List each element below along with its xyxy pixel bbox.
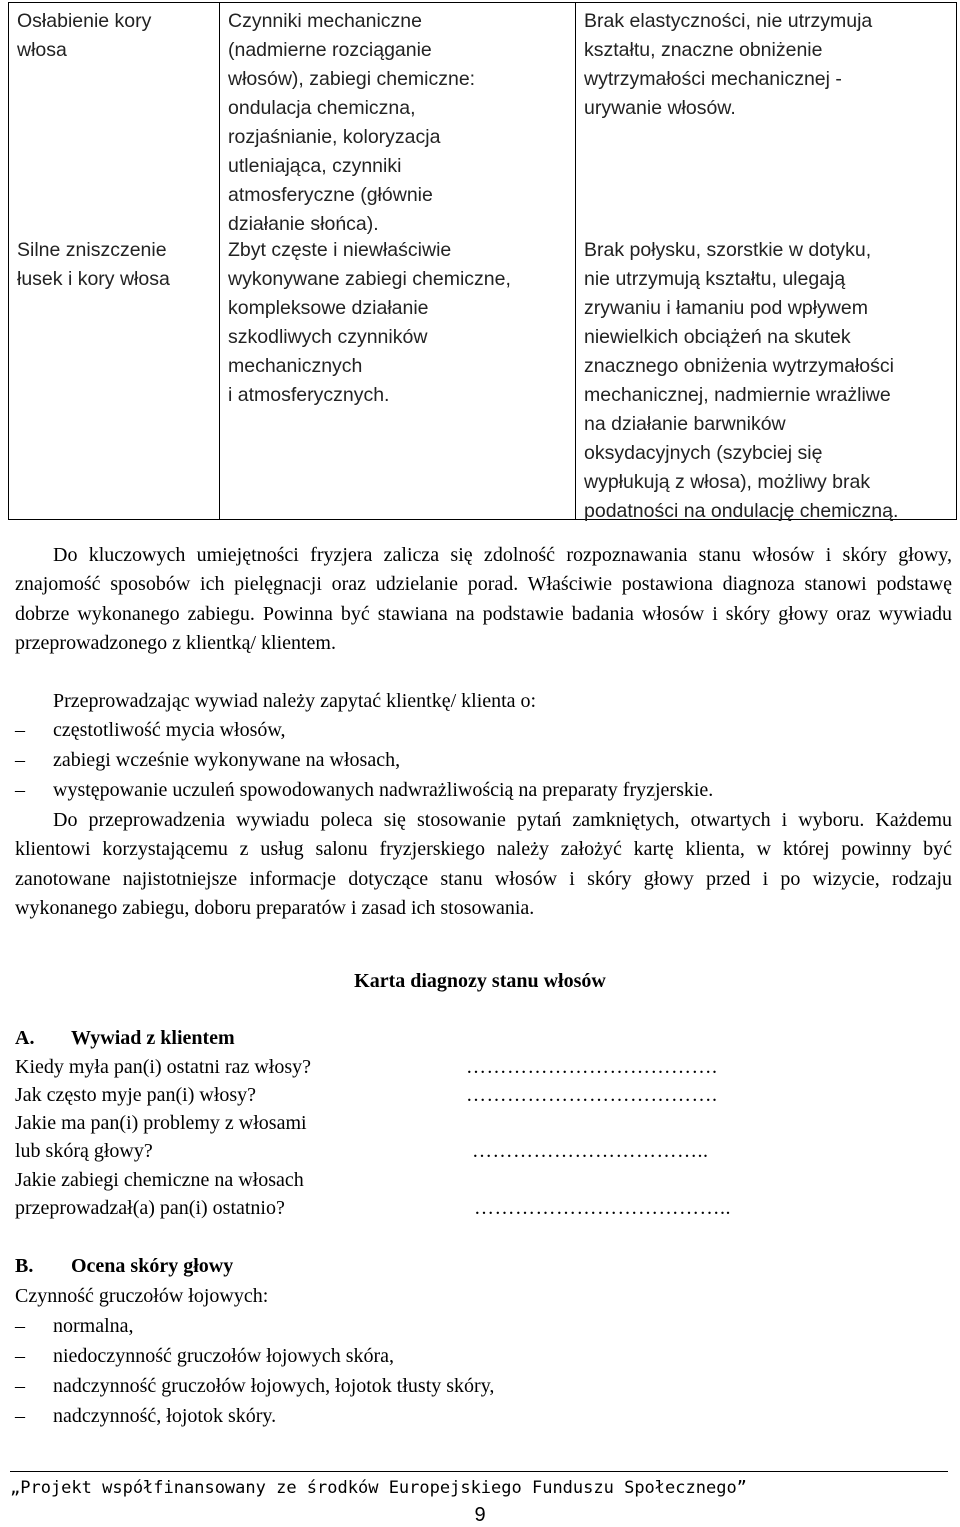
card-title: Karta diagnozy stanu włosów — [354, 970, 606, 992]
question-problems-line1: Jakie ma pan(i) problemy z włosami — [15, 1112, 307, 1134]
question-wash-frequency: Jak często myje pan(i) włosy? — [15, 1084, 257, 1106]
answer-blank[interactable]: ……………………………….. — [474, 1197, 731, 1219]
table-col-effect — [576, 3, 957, 520]
question-problems-line2: lub skórą głowy? — [15, 1140, 153, 1162]
question-treatments-line2: przeprowadzał(a) pan(i) ostatnio? — [15, 1197, 285, 1219]
answer-blank[interactable]: ………………………………. — [466, 1056, 718, 1078]
cause-1: Czynniki mechaniczne (nadmierne rozciąganie włosów), zabiegi chemiczne: ondulacja chemiczna, rozjaśnianie, koloryzacja utleniająca, czynniki atmosferyczne (głównie działanie słońca). — [228, 10, 476, 235]
answer-blank[interactable]: ………………………………. — [466, 1084, 718, 1106]
list-item: – zabiegi wcześnie wykonywane na włosach, — [15, 749, 401, 771]
list-item: – nadczynność, łojotok skóry. — [15, 1405, 277, 1427]
hair-damage-table — [8, 2, 957, 520]
page-number: 9 — [474, 1504, 486, 1526]
section-a-heading: A. Wywiad z klientem — [15, 1027, 235, 1049]
condition-1: Osłabienie kory włosa — [17, 10, 152, 61]
paragraph-skills: Do kluczowych umiejętności fryzjera zalicza się zdolność rozpoznawania stanu włosów i skóry głowy, znajomość sposobów ich pielęgnacji oraz udzielanie porad. Właściwie postawiona diagnoza stanowi podstawę dobrze wykonanego zabiegu. Powinna być stawiana na podstawie badania włosów i skóry głowy oraz wywiadu przeprowadzonego z klientką/ klientem. — [15, 544, 952, 654]
cause-2: Zbyt częste i niewłaściwie wykonywane zabiegi chemiczne, kompleksowe działanie szkodliwych czynników mechanicznych i atmosferycznych. — [228, 239, 511, 406]
list-item: – częstotliwość mycia włosów, — [15, 719, 286, 741]
list-item: – występowanie uczuleń spowodowanych nadwrażliwością na preparaty fryzjerskie. — [15, 779, 714, 801]
question-treatments-line1: Jakie zabiegi chemiczne na włosach — [15, 1169, 304, 1191]
footer-divider — [10, 1471, 948, 1472]
sebaceous-intro: Czynność gruczołów łojowych: — [15, 1285, 269, 1307]
list-item: – normalna, — [15, 1315, 134, 1337]
list-item: – nadczynność gruczołów łojowych, łojotok tłusty skóry, — [15, 1375, 495, 1397]
list-item: – niedoczynność gruczołów łojowych skóra, — [15, 1345, 395, 1367]
effect-2: Brak połysku, szorstkie w dotyku, nie utrzymują kształtu, ulegają zrywaniu i łamaniu pod wpływem niewielkich obciążeń na skutek znacznego obniżenia wytrzymałości mechanicznej, nadmiernie wrażliwe na działanie barwników oksydacyjnych (szybciej się wypłukują z włosa), możliwy brak podatności na ondulację chemiczną. — [584, 239, 899, 522]
table-col-cause — [220, 3, 576, 520]
paragraph-interview-intro: Przeprowadzając wywiad należy zapytać klientkę/ klienta o: — [53, 690, 537, 712]
effect-1: Brak elastyczności, nie utrzymuja kształtu, znaczne obniżenie wytrzymałości mechanicznej - urywanie włosów. — [584, 10, 873, 119]
section-b-heading: B. Ocena skóry głowy — [15, 1255, 234, 1277]
footer-text: „Projekt współfinansowany ze środków Europejskiego Funduszu Społecznego” — [10, 1478, 747, 1498]
answer-blank[interactable]: …………………………….. — [472, 1140, 709, 1162]
paragraph-client-card: Do przeprowadzenia wywiadu poleca się stosowanie pytań zamkniętych, otwartych i wyboru. Każdemu klientowi korzystającemu z usług salonu fryzjerskiego należy założyć kartę klienta, w której powinny być zanotowane najistotniejsze informacje dotyczące stanu włosów i skóry głowy przed i po wizycie, rodzaju wykonanego zabiegu, doboru preparatów i zasad ich stosowania. — [15, 809, 952, 919]
condition-2: Silne zniszczenie łusek i kory włosa — [17, 239, 170, 290]
table-col-condition — [9, 3, 220, 520]
question-last-wash: Kiedy myła pan(i) ostatni raz włosy? — [15, 1056, 312, 1078]
